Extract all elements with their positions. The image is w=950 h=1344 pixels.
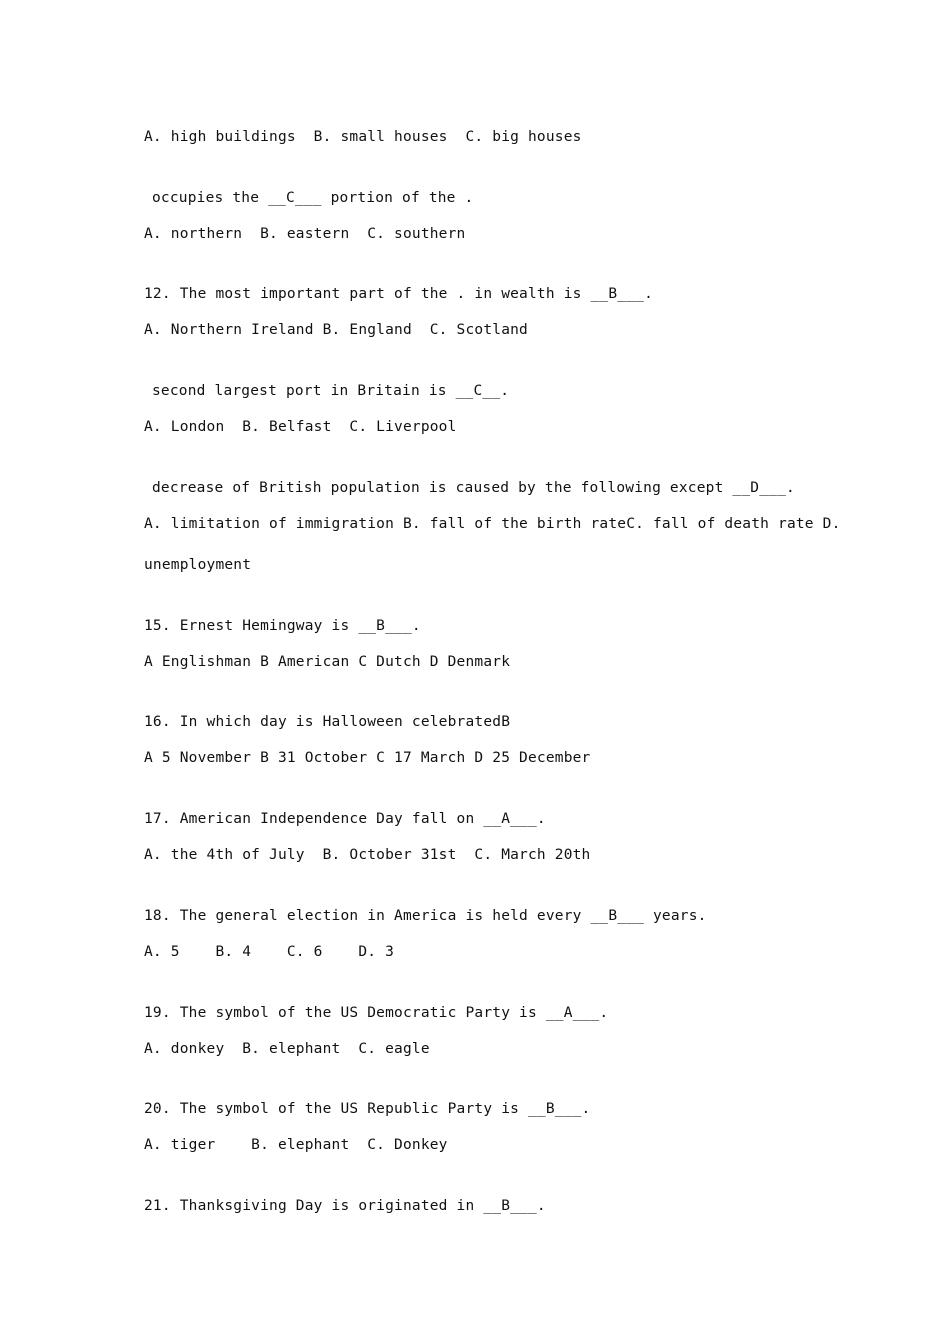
options-17: A. the 4th of July B. October 31st C. March 20th (144, 847, 591, 863)
question-population-decrease: decrease of British population is caused by the following except __D___. (152, 480, 795, 496)
options-population-line-1: A. limitation of immigration B. fall of the birth rateC. fall of death rate D. (144, 516, 841, 532)
options-port: A. London B. Belfast C. Liverpool (144, 419, 457, 435)
question-21: 21. Thanksgiving Day is originated in __B___. (144, 1198, 546, 1214)
question-occupies-portion: occupies the __C___ portion of the . (152, 190, 474, 206)
options-12: A. Northern Ireland B. England C. Scotland (144, 322, 528, 338)
question-20: 20. The symbol of the US Republic Party is __B___. (144, 1101, 591, 1117)
question-second-largest-port: second largest port in Britain is __C__. (152, 383, 510, 399)
question-16: 16. In which day is Halloween celebratedB (144, 714, 511, 730)
options-20: A. tiger B. elephant C. Donkey (144, 1137, 448, 1153)
options-population-line-2: unemployment (144, 557, 252, 573)
question-19: 19. The symbol of the US Democratic Party is __A___. (144, 1005, 609, 1021)
question-17: 17. American Independence Day fall on __A___. (144, 811, 546, 827)
question-12: 12. The most important part of the . in wealth is __B___. (144, 286, 653, 302)
options-19: A. donkey B. elephant C. eagle (144, 1041, 430, 1057)
question-15: 15. Ernest Hemingway is __B___. (144, 618, 421, 634)
options-18: A. 5 B. 4 C. 6 D. 3 (144, 944, 395, 960)
options-buildings: A. high buildings B. small houses C. big houses (144, 129, 582, 145)
options-portion: A. northern B. eastern C. southern (144, 226, 466, 242)
options-15: A Englishman B American C Dutch D Denmark (144, 654, 511, 670)
question-18: 18. The general election in America is held every __B___ years. (144, 908, 707, 924)
options-16: A 5 November B 31 October C 17 March D 25 December (144, 750, 591, 766)
